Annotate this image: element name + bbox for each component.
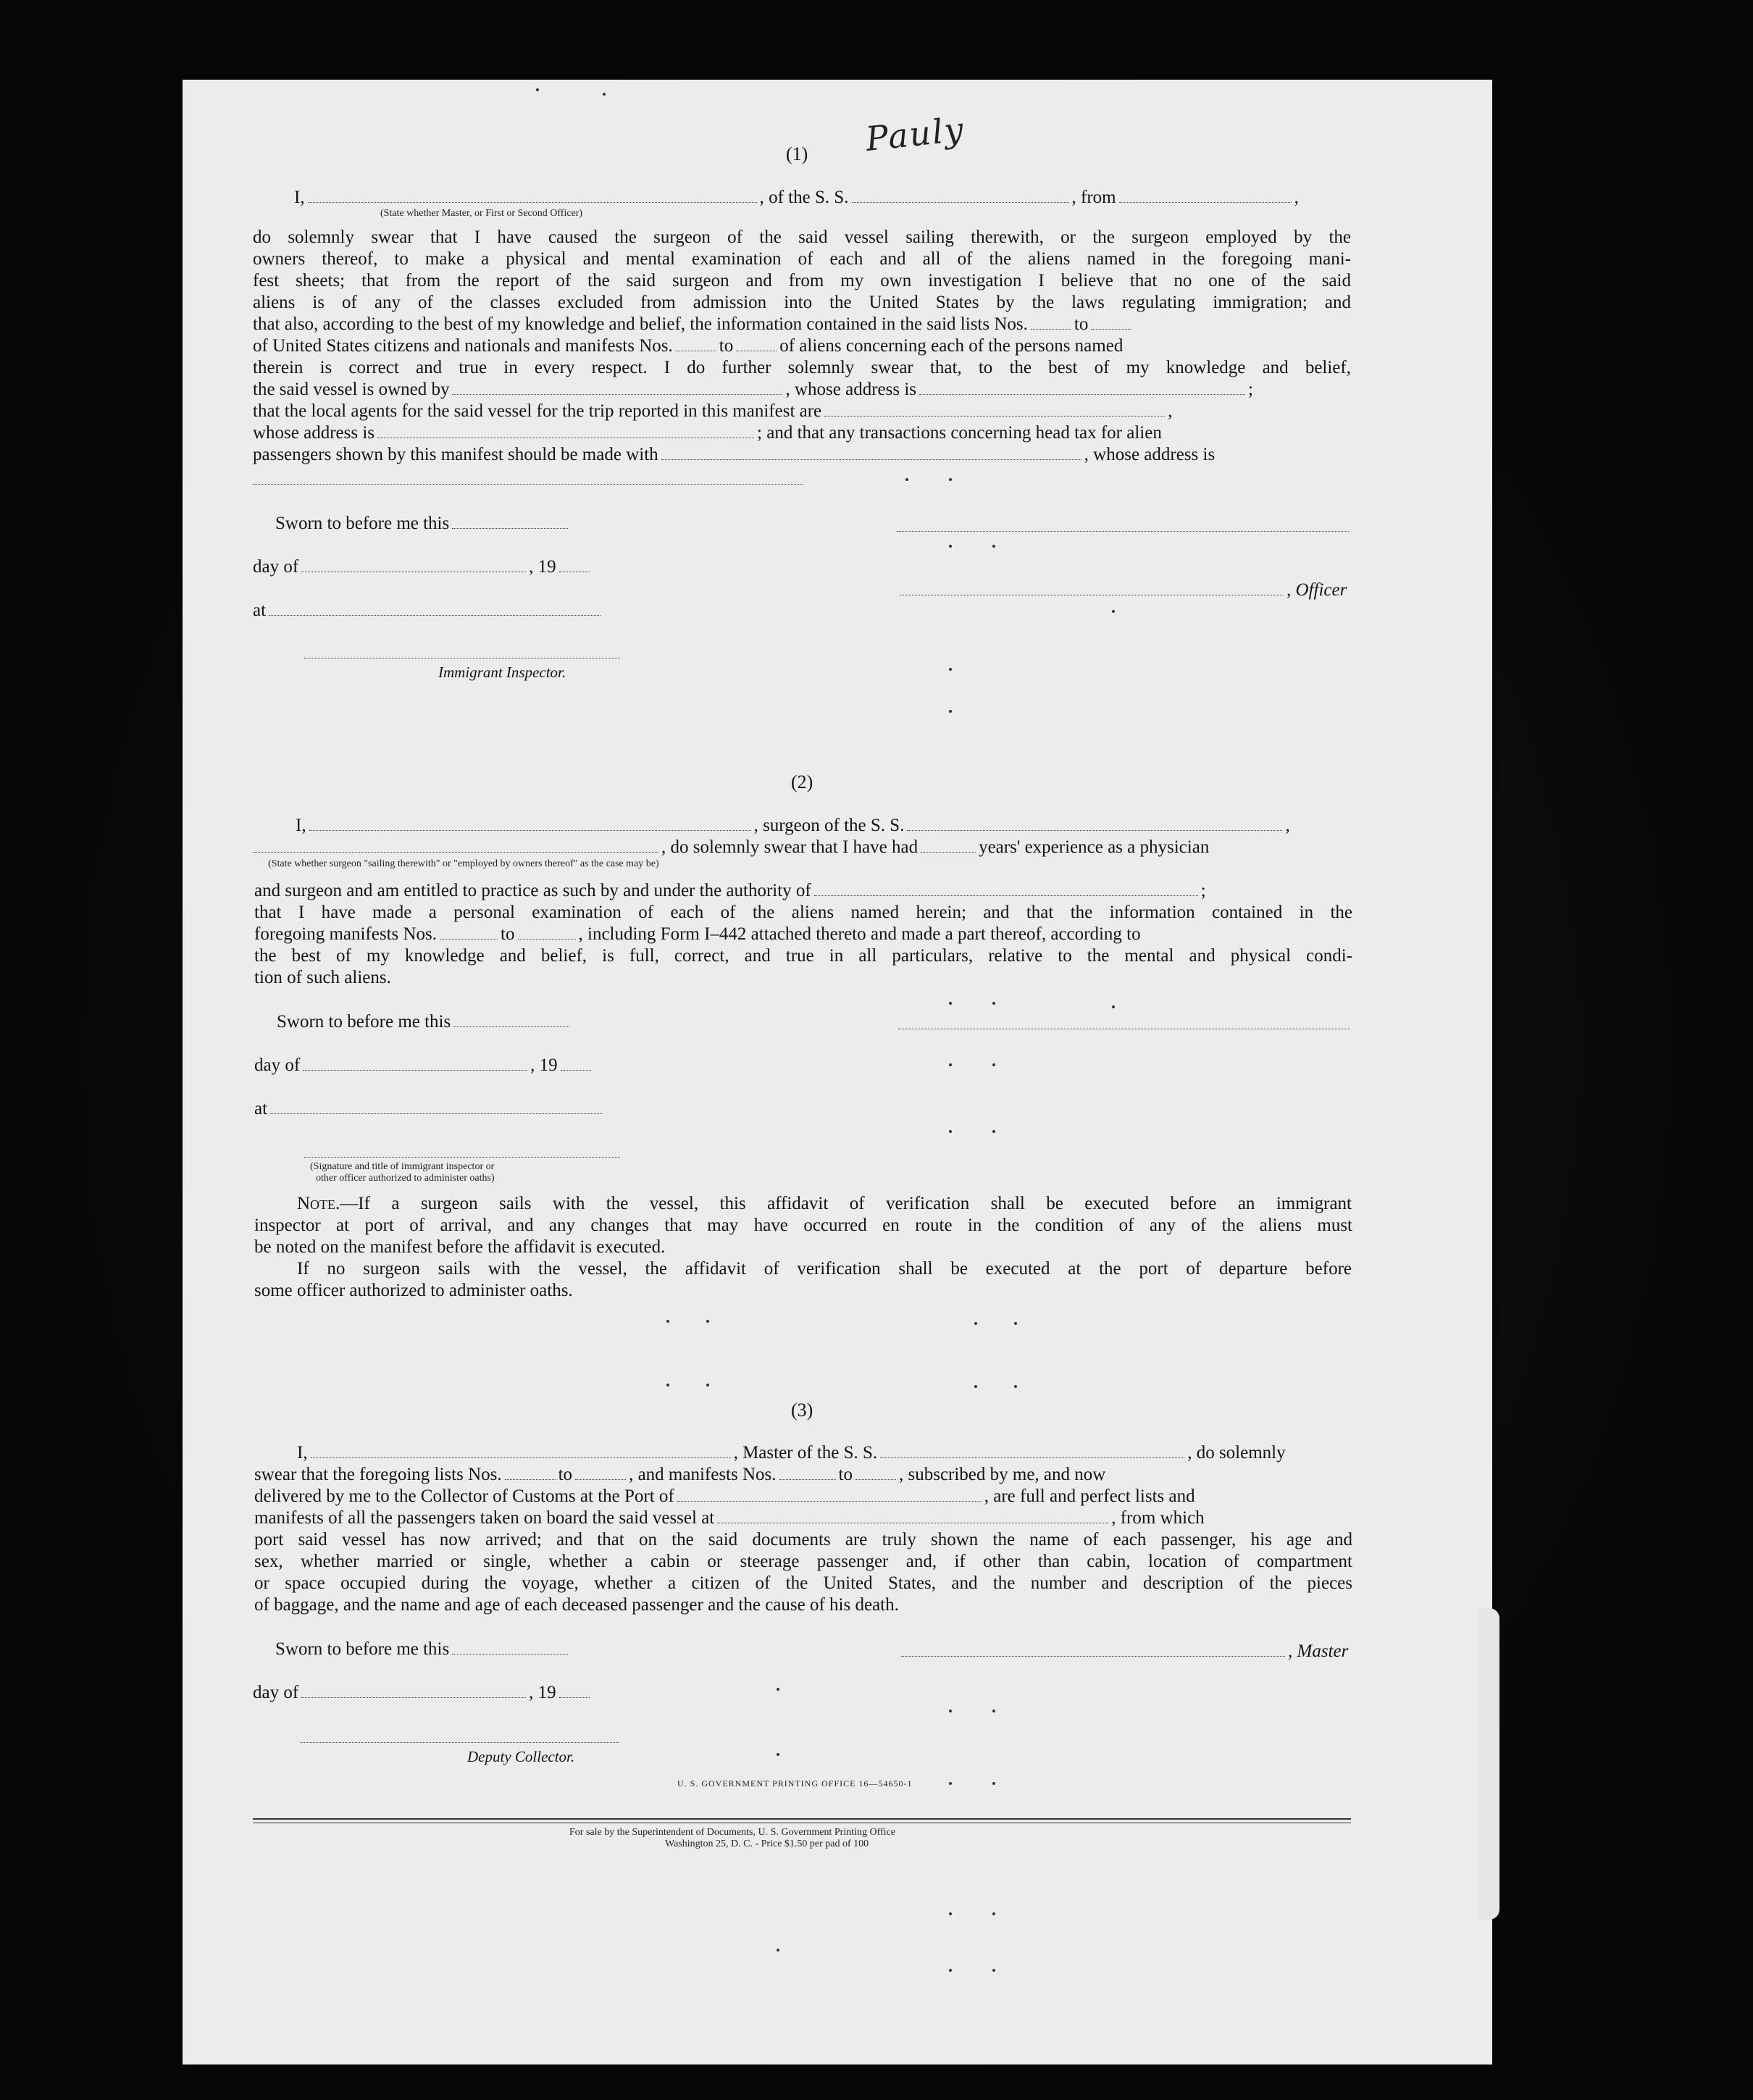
s1-body-line: that the local agents for the said vessel for the trip reported in this manifest are ,	[253, 401, 1173, 421]
footer-sale-note: Washington 25, D. C. - Price $1.50 per pad of 100	[665, 1838, 869, 1849]
s2-line-3: and surgeon and am entitled to practice as such by and under the authority of ;	[254, 881, 1206, 900]
s2-note-line: If no surgeon sails with the vessel, the affidavit of verification shall be executed at the port of departure before	[297, 1259, 1352, 1279]
section-number: (3)	[791, 1400, 813, 1421]
section-number: (1)	[786, 143, 808, 164]
s1-signature-line	[897, 531, 1349, 532]
s2-at-line: at	[254, 1098, 605, 1120]
s1-body-line: whose address is ; and that any transactions concerning head tax for alien	[253, 423, 1162, 443]
s2-sig-caption: other officer authorized to administer oaths)	[316, 1173, 495, 1184]
footer-sale-note: For sale by the Superintendent of Documents, U. S. Government Printing Office	[569, 1827, 895, 1838]
s3-line-2: swear that the foregoing lists Nos. to , and manifests Nos. to , subscribed by me, and now	[254, 1465, 1106, 1484]
footer-rule	[253, 1818, 1351, 1820]
s3-line-3: delivered by me to the Collector of Customs at the Port of , are full and perfect lists and	[254, 1486, 1195, 1506]
s2-line-6: the best of my knowledge and belief, is full, correct, and true in all particulars, relative to the mental and physical condi-	[254, 946, 1352, 966]
s2-sworn-line: Sworn to before me this	[277, 1011, 572, 1033]
s3-collector-label: Deputy Collector.	[467, 1748, 575, 1765]
s1-body-line: owners thereof, to make a physical and mental examination of each and all of the aliens named in the foregoing mani-	[253, 249, 1351, 269]
s2-note-line: Note.—If a surgeon sails with the vessel, this affidavit of verification shall be executed before an immigrant	[297, 1194, 1352, 1213]
s1-body-line: fest sheets; that from the report of the said surgeon and from my own investigation I believe that no one of the said	[253, 271, 1351, 290]
s2-note-line: inspector at port of arrival, and any changes that may have occurred en route in the condition of any of the aliens must	[254, 1216, 1352, 1235]
s3-sworn-line: Sworn to before me this	[275, 1639, 571, 1660]
s1-continuation-line	[253, 484, 803, 485]
section-number: (2)	[791, 771, 813, 792]
s2-line-4: that I have made a personal examination of each of the aliens named herein; and that the information contained in the	[254, 903, 1352, 922]
handwritten-annotation: Pauly	[863, 109, 967, 159]
s1-at-line: at	[253, 600, 603, 622]
s1-inspector-label: Immigrant Inspector.	[438, 664, 566, 681]
s3-body-line: of baggage, and the name and age of each deceased passenger and the cause of his death.	[254, 1595, 899, 1615]
s1-officer-line: , Officer	[897, 580, 1347, 601]
s2-note-line: be noted on the manifest before the affidavit is executed.	[254, 1237, 666, 1257]
s2-line-1: I, , surgeon of the S. S. ,	[296, 816, 1290, 835]
s1-body-line: of United States citizens and nationals and manifests Nos. to of aliens concerning each of the persons named	[253, 336, 1124, 356]
s2-line-7: tion of such aliens.	[254, 968, 391, 987]
s2-note-line: some officer authorized to administer oaths.	[254, 1281, 573, 1300]
s3-line-4: manifests of all the passengers taken on board the said vessel at , from which	[254, 1508, 1205, 1528]
s1-body-line: therein is correct and true in every respect. I do further solemnly swear that, to the best of my knowledge and belief,	[253, 358, 1351, 377]
s2-day-line: day of , 19	[254, 1055, 594, 1076]
s1-day-line: day of , 19	[253, 556, 593, 578]
s3-day-line: day of , 19	[253, 1682, 593, 1704]
s1-body-line: passengers shown by this manifest should be made with , whose address is	[253, 445, 1216, 464]
s3-body-line: or space occupied during the voyage, whether a citizen of the United States, and the number and description of the pieces	[254, 1573, 1352, 1593]
gpo-imprint: U. S. GOVERNMENT PRINTING OFFICE 16—54650-1	[677, 1778, 913, 1789]
s1-title-caption: (State whether Master, or First or Second Officer)	[380, 208, 583, 219]
s3-line-1: I, , Master of the S. S. , do solemnly	[297, 1443, 1286, 1463]
s2-inspector-line	[304, 1157, 620, 1158]
s2-sig-caption: (Signature and title of immigrant inspector or	[310, 1161, 495, 1172]
s3-master-line: , Master	[898, 1641, 1348, 1662]
page-edge	[1478, 1608, 1499, 1920]
s1-body-line: the said vessel is owned by , whose address is ;	[253, 380, 1253, 399]
s1-sworn-line: Sworn to before me this	[275, 513, 571, 535]
s3-body-line: port said vessel has now arrived; and that on the said documents are truly shown the name of each passenger, his age and	[254, 1530, 1352, 1549]
s3-collector-line	[301, 1742, 619, 1743]
s1-line-1: I, , of the S. S. , from ,	[294, 188, 1299, 207]
s1-body-line: do solemnly swear that I have caused the surgeon of the said vessel sailing therewith, or the surgeon employed by the	[253, 227, 1351, 247]
s1-body-line: that also, according to the best of my knowledge and belief, the information contained in the said lists Nos. to	[253, 314, 1351, 335]
s2-line-2: , do solemnly swear that I have had years' experience as a physician	[253, 837, 1354, 858]
s2-title-caption: (State whether surgeon "sailing therewith" or "employed by owners thereof" as the case may be)	[268, 858, 659, 869]
s2-line-5: foregoing manifests Nos. to , including Form I–442 attached thereto and made a part thereof, according to	[254, 924, 1141, 944]
s1-body-line: aliens is of any of the classes excluded from admission into the United States by the laws regulating immigration; and	[253, 293, 1351, 312]
s3-body-line: sex, whether married or single, whether a cabin or steerage passenger and, if other than cabin, location of compartment	[254, 1552, 1352, 1571]
